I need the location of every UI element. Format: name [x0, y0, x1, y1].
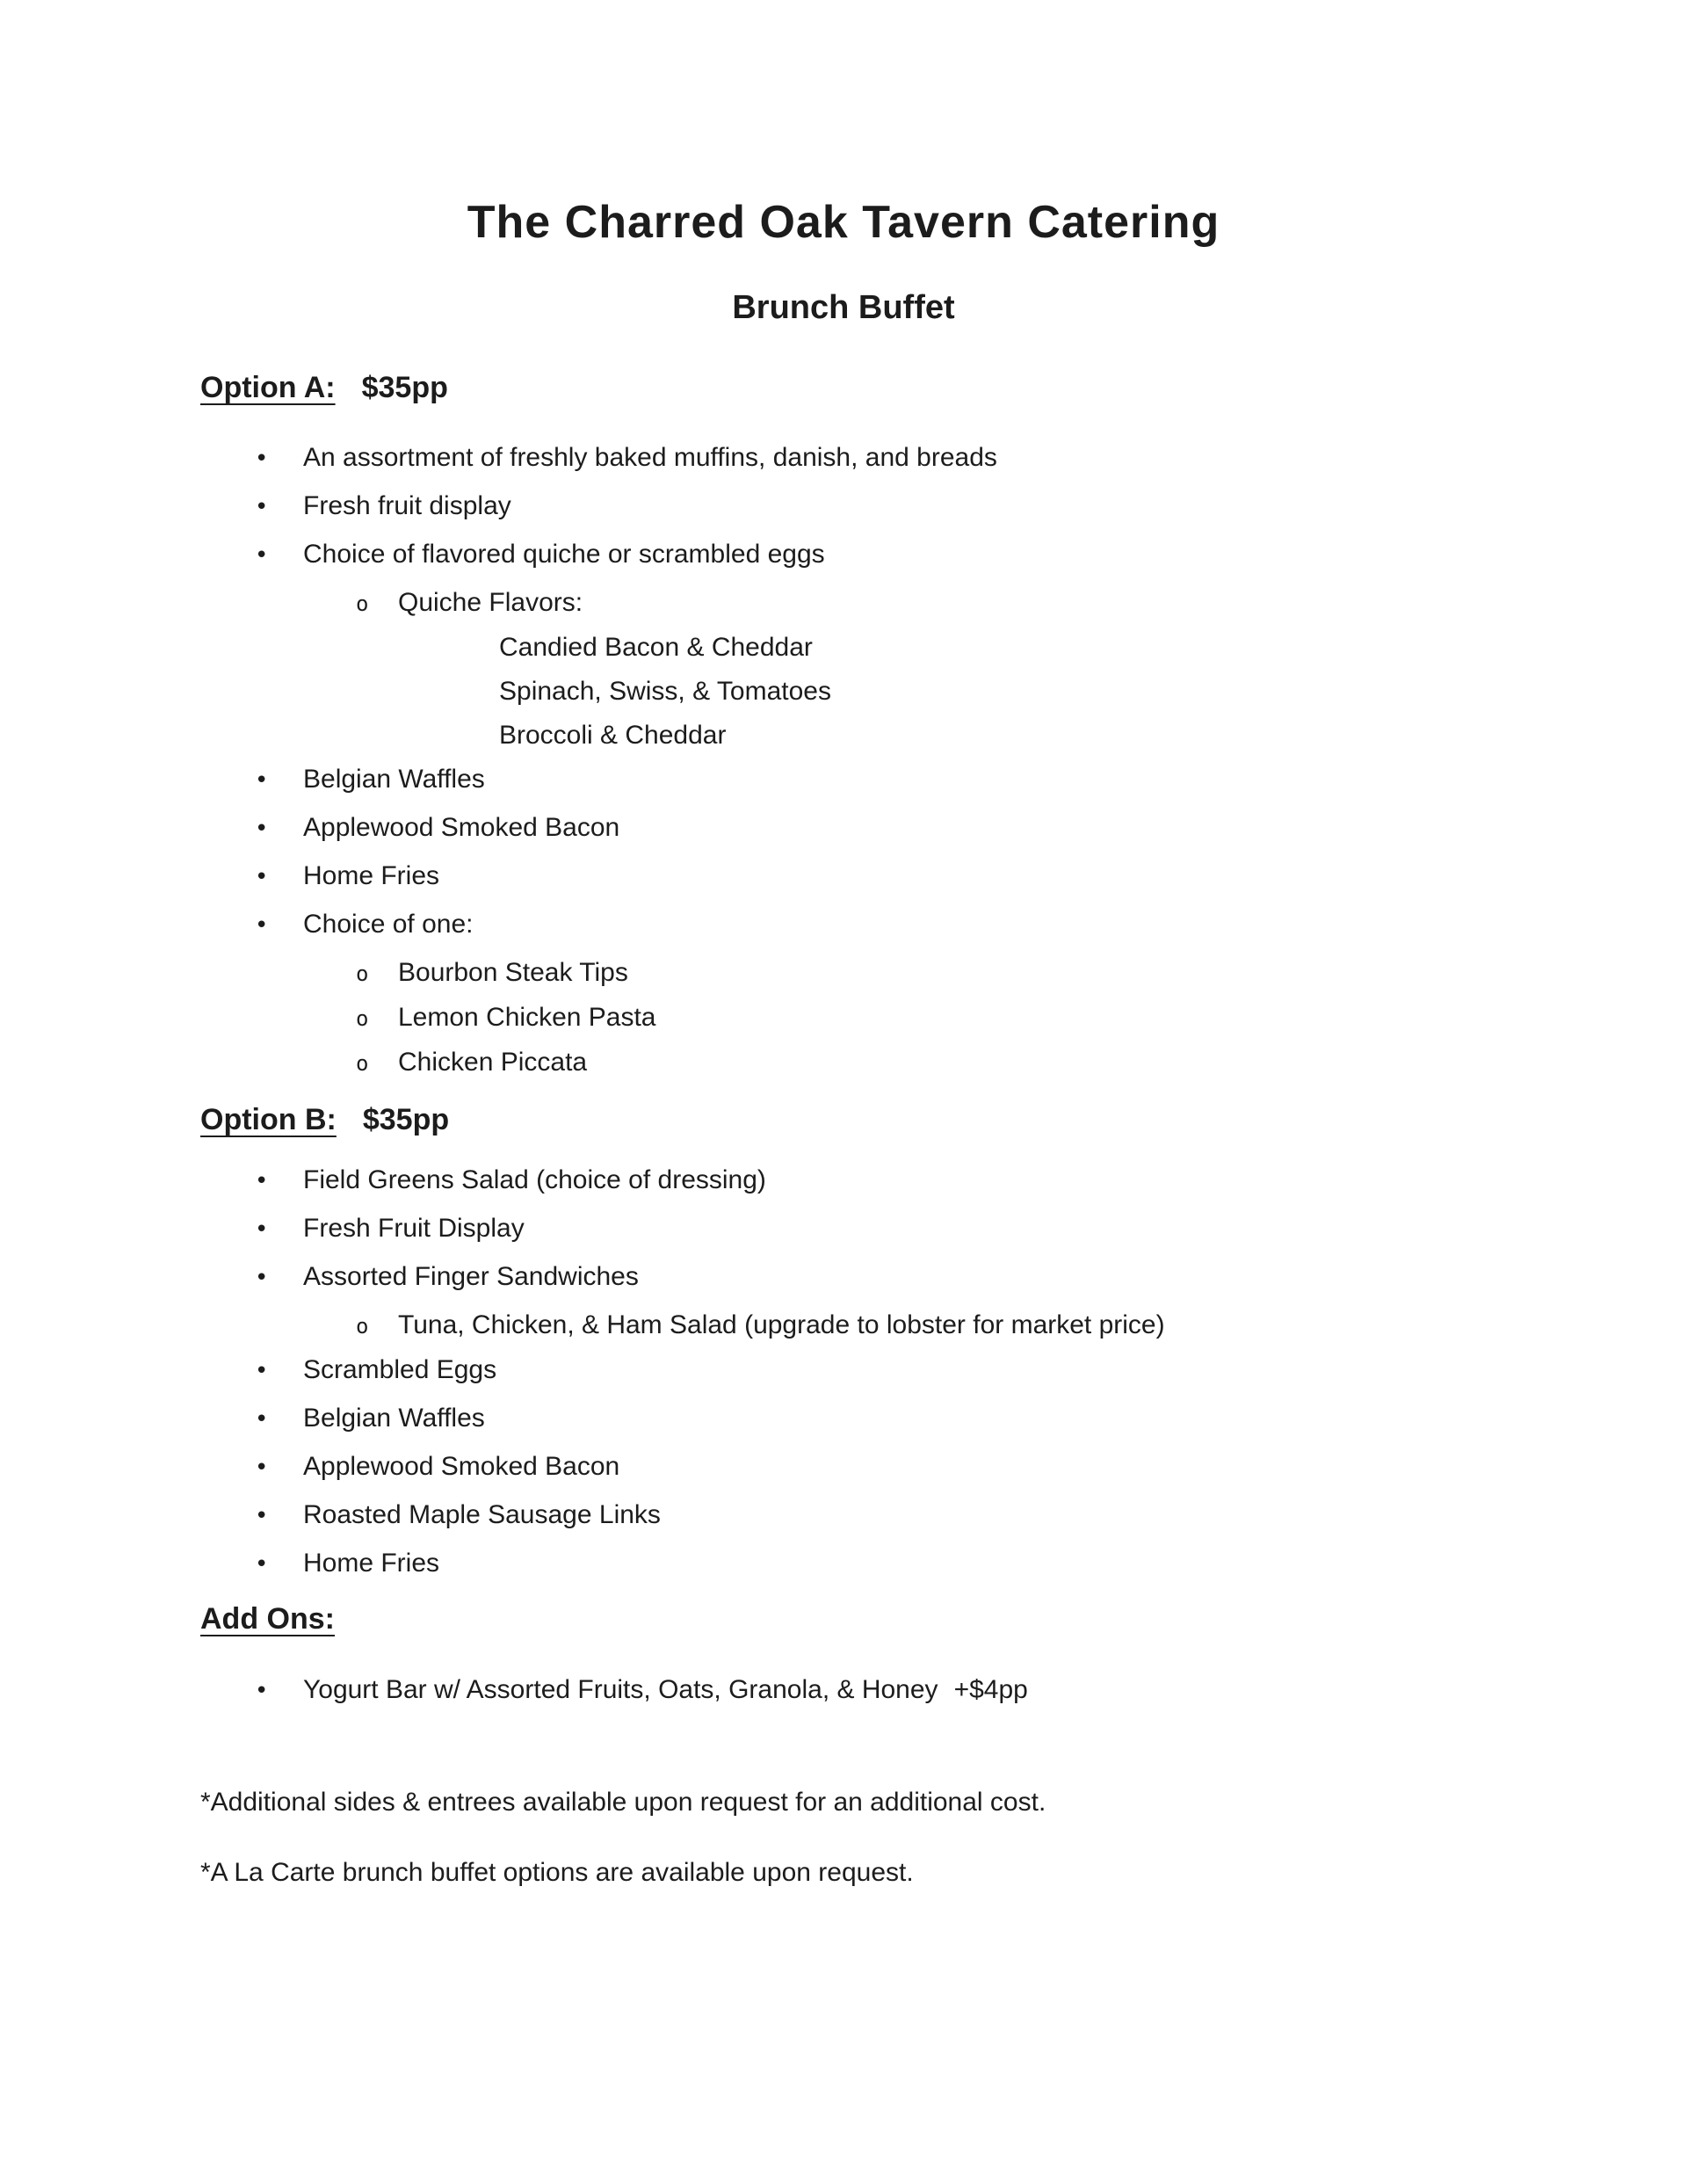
bullet-disc-icon: •	[255, 494, 269, 520]
list-item-text: Tuna, Chicken, & Ham Salad (upgrade to lobster for market price)	[398, 1310, 1165, 1339]
list-item	[200, 539, 1487, 571]
bullet-circle-icon: o	[356, 961, 369, 986]
list-item	[200, 1165, 1487, 1197]
option-a-price: $35pp	[361, 371, 448, 404]
page-title: The Charred Oak Tavern Catering	[467, 197, 1220, 248]
list-item	[200, 1499, 1487, 1532]
list-item	[200, 909, 1487, 941]
list-item-text: An assortment of freshly baked muffins, danish, and breads	[303, 443, 997, 472]
list-item	[200, 587, 1487, 620]
list-item-text: Spinach, Swiss, & Tomatoes	[499, 677, 831, 706]
list-item	[200, 1403, 1487, 1435]
list-item	[200, 1451, 1487, 1484]
bullet-disc-icon: •	[255, 1265, 269, 1291]
add-ons-list	[200, 1674, 1487, 1707]
list-item-text: Belgian Waffles	[303, 765, 485, 794]
bullet-disc-icon: •	[255, 1678, 269, 1704]
list-item-text: Fresh fruit display	[303, 491, 511, 520]
bullet-disc-icon: •	[255, 1168, 269, 1194]
page-subtitle: Brunch Buffet	[732, 289, 955, 326]
list-item-text: Scrambled Eggs	[303, 1355, 497, 1384]
list-item	[200, 764, 1487, 796]
list-item	[200, 957, 1487, 990]
list-item-text: Choice of flavored quiche or scrambled eggs	[303, 540, 825, 569]
section-heading-add-ons	[200, 1600, 1487, 1637]
list-item	[200, 1213, 1487, 1245]
list-item	[200, 1674, 1487, 1707]
list-item-text: Lemon Chicken Pasta	[398, 1003, 656, 1032]
list-item-text	[303, 1674, 1028, 1706]
list-item-text: Applewood Smoked Bacon	[303, 813, 620, 842]
section-heading-option-b	[200, 1101, 1487, 1138]
bullet-disc-icon: •	[255, 864, 269, 890]
list-item-text: Quiche Flavors:	[398, 588, 583, 617]
list-item	[200, 676, 1487, 707]
list-item-text: Home Fries	[303, 1549, 440, 1578]
bullet-disc-icon: •	[255, 1503, 269, 1529]
list-item-text: Chicken Piccata	[398, 1048, 588, 1077]
list-item-text: Choice of one:	[303, 910, 474, 939]
option-b-list	[200, 1165, 1487, 1580]
list-item-text: Applewood Smoked Bacon	[303, 1452, 620, 1481]
list-item-text: Roasted Maple Sausage Links	[303, 1500, 661, 1529]
list-item	[200, 1354, 1487, 1387]
list-item	[200, 860, 1487, 893]
list-item	[200, 720, 1487, 751]
bullet-disc-icon: •	[255, 816, 269, 842]
section-heading-option-a	[200, 369, 1487, 406]
bullet-circle-icon: o	[356, 1051, 369, 1076]
list-item	[200, 1047, 1487, 1079]
add-on-text: Yogurt Bar w/ Assorted Fruits, Oats, Granola, & Honey	[303, 1675, 938, 1704]
bullet-circle-icon: o	[356, 591, 369, 616]
bullet-disc-icon: •	[255, 1216, 269, 1243]
list-item	[200, 1002, 1487, 1034]
list-item	[200, 490, 1487, 523]
bullet-disc-icon: •	[255, 542, 269, 569]
bullet-circle-icon: o	[356, 1006, 369, 1031]
list-item	[200, 442, 1487, 475]
list-item-text: Candied Bacon & Cheddar	[499, 633, 813, 662]
bullet-disc-icon: •	[255, 767, 269, 794]
list-item-text: Fresh Fruit Display	[303, 1214, 525, 1243]
add-ons-label: Add Ons:	[200, 1602, 335, 1636]
list-item-text: Broccoli & Cheddar	[499, 721, 727, 750]
option-a-list	[200, 442, 1487, 1079]
option-b-price: $35pp	[362, 1103, 450, 1136]
footnote: *A La Carte brunch buffet options are available upon request.	[200, 1858, 914, 1887]
list-item	[200, 1310, 1487, 1342]
list-item	[200, 632, 1487, 664]
option-a-label: Option A:	[200, 371, 336, 404]
list-item-text: Belgian Waffles	[303, 1404, 485, 1433]
add-on-price: +$4pp	[953, 1675, 1028, 1704]
bullet-disc-icon: •	[255, 1551, 269, 1578]
list-item-text: Assorted Finger Sandwiches	[303, 1262, 639, 1291]
list-item-text: Bourbon Steak Tips	[398, 958, 628, 987]
list-item-text: Home Fries	[303, 861, 440, 890]
option-b-label: Option B:	[200, 1103, 337, 1136]
list-item	[200, 812, 1487, 845]
list-item	[200, 1261, 1487, 1294]
bullet-circle-icon: o	[356, 1314, 369, 1339]
bullet-disc-icon: •	[255, 1406, 269, 1433]
bullet-disc-icon: •	[255, 912, 269, 939]
list-item-text: Field Greens Salad (choice of dressing)	[303, 1165, 766, 1194]
bullet-disc-icon: •	[255, 1455, 269, 1481]
bullet-disc-icon: •	[255, 446, 269, 472]
list-item	[200, 1548, 1487, 1580]
footnote: *Additional sides & entrees available upon request for an additional cost.	[200, 1788, 1046, 1817]
bullet-disc-icon: •	[255, 1358, 269, 1384]
